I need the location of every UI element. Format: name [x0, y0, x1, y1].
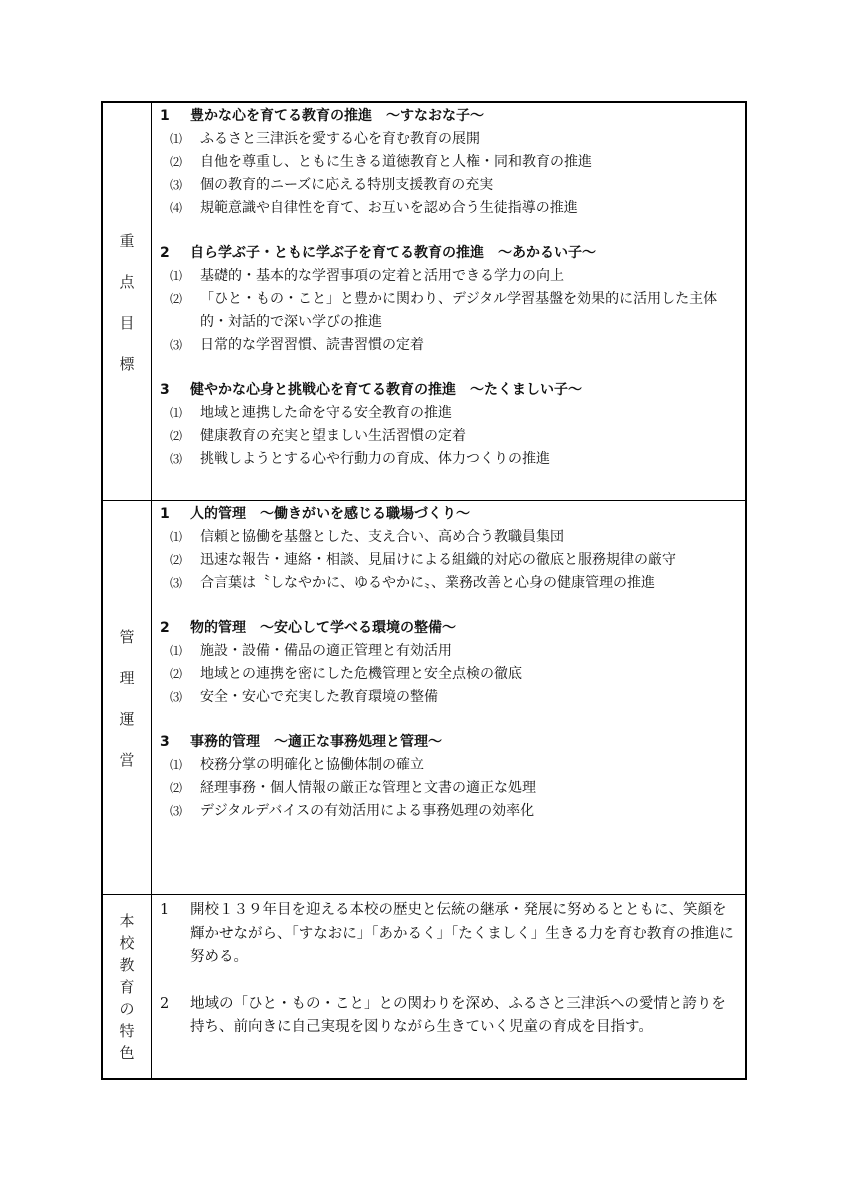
section-label: [119, 230, 134, 374]
paragraph-number: 2: [160, 995, 170, 1012]
section-label: [119, 626, 134, 770]
item-number: ⑵: [170, 292, 183, 306]
section-label-char: 校: [119, 934, 135, 952]
goal-group: [160, 617, 737, 709]
group-title: 自ら学ぶ子・ともに学ぶ子を育てる教育の推進 ～あかるい子～: [190, 245, 596, 261]
item-text: 自他を尊重し、ともに生きる道徳教育と人権・同和教育の推進: [200, 154, 592, 170]
item-text: 個の教育的ニーズに応える特別支援教育の充実: [200, 177, 494, 193]
group-heading: [160, 617, 737, 640]
item-text: 信頼と協働を基盤とした、支え合い、高め合う教職員集団: [200, 529, 564, 545]
group-heading: [160, 503, 737, 526]
section-label-char: 点: [119, 272, 135, 291]
section-label-char: 目: [119, 313, 135, 332]
item-number: ⑴: [170, 644, 183, 658]
item-text: 合言葉は〝しなやかに、ゆるやかに〟、業務改善と心身の健康管理の推進: [200, 575, 655, 591]
section-label-cell: [103, 103, 152, 500]
item-text: 地域と連携した命を守る安全教育の推進: [200, 405, 452, 421]
group-heading: [160, 242, 737, 265]
list-item: [160, 572, 737, 595]
section-label-char: 色: [119, 1044, 135, 1062]
item-number: ⑶: [170, 178, 183, 192]
item-text: 迅速な報告・連絡・相談、見届けによる組織的対応の徹底と服務規律の厳守: [200, 552, 676, 568]
paragraph-text: 地域の「ひと・もの・こと」との関わりを深め、ふるさと三津浜への愛情と誇りを持ち、前向きに自己実現を図りながら生きていく児童の育成を目指す。: [190, 995, 726, 1035]
goal-group: [160, 379, 737, 471]
goal-group: [160, 503, 737, 595]
section-management: [103, 501, 745, 895]
group-title: 物的管理 ～安心して学べる環境の整備～: [190, 620, 456, 636]
section-label-char: 標: [119, 354, 135, 373]
group-number: 1: [160, 506, 170, 522]
goal-group: [160, 105, 737, 220]
item-number: ⑴: [170, 758, 183, 772]
item-text: 日常的な学習習慣、読書習慣の定着: [200, 337, 424, 353]
section-label-char: 重: [119, 231, 135, 250]
list-item: [160, 128, 737, 151]
item-text: 地域との連携を密にした危機管理と安全点検の徹底: [200, 666, 522, 682]
paragraph-text: 開校１３９年目を迎える本校の歴史と伝統の継承・発展に努めるとともに、笑顔を輝かせながら、「すなおに」「あかるく」「たくましく」生きる力を育む教育の推進に努める。: [190, 902, 734, 965]
item-text: 健康教育の充実と望ましい生活習慣の定着: [200, 428, 466, 444]
section-content: [152, 501, 745, 894]
item-number: ⑶: [170, 576, 183, 590]
list-item: [160, 288, 737, 334]
item-number: ⑶: [170, 452, 183, 466]
item-number: ⑷: [170, 201, 183, 215]
item-text: 施設・設備・備品の適正管理と有効活用: [200, 643, 452, 659]
item-number: ⑵: [170, 667, 183, 681]
item-text: 「ひと・もの・こと」と豊かに関わり、デジタル学習基盤を効果的に活用した主体的・対話的で深い学びの推進: [200, 291, 718, 330]
list-item: [160, 686, 737, 709]
group-title: 豊かな心を育てる教育の推進 ～すなおな子～: [190, 108, 484, 124]
item-number: ⑵: [170, 155, 183, 169]
item-number: ⑴: [170, 132, 183, 146]
group-title: 人的管理 ～働きがいを感じる職場づくり～: [190, 506, 470, 522]
list-item: [160, 663, 737, 686]
group-number: 3: [160, 734, 170, 750]
feature-paragraph: [160, 899, 737, 970]
group-number: 1: [160, 108, 170, 124]
item-number: ⑴: [170, 269, 183, 283]
list-item: [160, 402, 737, 425]
list-item: [160, 549, 737, 572]
section-label-char: の: [119, 1000, 135, 1018]
section-label-char: 特: [119, 1022, 135, 1040]
item-text: 基礎的・基本的な学習事項の定着と活用できる学力の向上: [200, 268, 564, 284]
group-number: 2: [160, 245, 170, 261]
section-label-char: 教: [119, 956, 135, 974]
section-content: [152, 895, 745, 1078]
item-number: ⑴: [170, 406, 183, 420]
item-text: 安全・安心で充実した教育環境の整備: [200, 689, 438, 705]
item-text: ふるさと三津浜を愛する心を育む教育の展開: [200, 131, 480, 147]
section-label-char: 理: [119, 668, 135, 687]
section-label-char: 営: [119, 750, 135, 769]
section-school-features: [103, 895, 745, 1078]
group-number: 3: [160, 382, 170, 398]
section-label: [119, 910, 134, 1063]
item-number: ⑵: [170, 429, 183, 443]
goal-group: [160, 731, 737, 823]
section-label-cell: [103, 501, 152, 894]
item-text: 校務分掌の明確化と協働体制の確立: [200, 757, 424, 773]
section-label-char: 育: [119, 978, 135, 996]
list-item: [160, 174, 737, 197]
paragraph-number: 1: [160, 902, 170, 918]
list-item: [160, 265, 737, 288]
item-number: ⑴: [170, 530, 183, 544]
section-label-cell: [103, 895, 152, 1078]
group-number: 2: [160, 620, 170, 636]
section-label-char: 管: [119, 627, 135, 646]
group-title: 健やかな心身と挑戦心を育てる教育の推進 ～たくましい子～: [190, 382, 582, 398]
list-item: [160, 777, 737, 800]
section-label-char: 本: [119, 912, 135, 930]
goal-group: [160, 242, 737, 357]
list-item: [160, 754, 737, 777]
list-item: [160, 800, 737, 823]
group-heading: [160, 105, 737, 128]
list-item: [160, 425, 737, 448]
list-item: [160, 197, 737, 220]
list-item: [160, 640, 737, 663]
list-item: [160, 448, 737, 471]
item-number: ⑵: [170, 553, 183, 567]
item-number: ⑶: [170, 690, 183, 704]
section-content: [152, 103, 745, 500]
list-item: [160, 526, 737, 549]
item-text: 挑戦しようとする心や行動力の育成、体力つくりの推進: [200, 451, 550, 467]
item-number: ⑶: [170, 338, 183, 352]
item-text: 規範意識や自律性を育て、お互いを認め合う生徒指導の推進: [200, 200, 578, 216]
list-item: [160, 334, 737, 357]
group-heading: [160, 731, 737, 754]
item-number: ⑵: [170, 781, 183, 795]
item-text: 経理事務・個人情報の厳正な管理と文書の適正な処理: [200, 780, 536, 796]
group-heading: [160, 379, 737, 402]
feature-paragraph: [160, 993, 737, 1040]
section-priority-goals: [103, 103, 745, 501]
item-text: デジタルデバイスの有効活用による事務処理の効率化: [200, 803, 535, 819]
list-item: [160, 151, 737, 174]
section-label-char: 運: [119, 709, 135, 728]
item-number: ⑶: [170, 804, 183, 818]
school-plan-table: [101, 101, 747, 1080]
group-title: 事務的管理 ～適正な事務処理と管理～: [190, 734, 442, 750]
